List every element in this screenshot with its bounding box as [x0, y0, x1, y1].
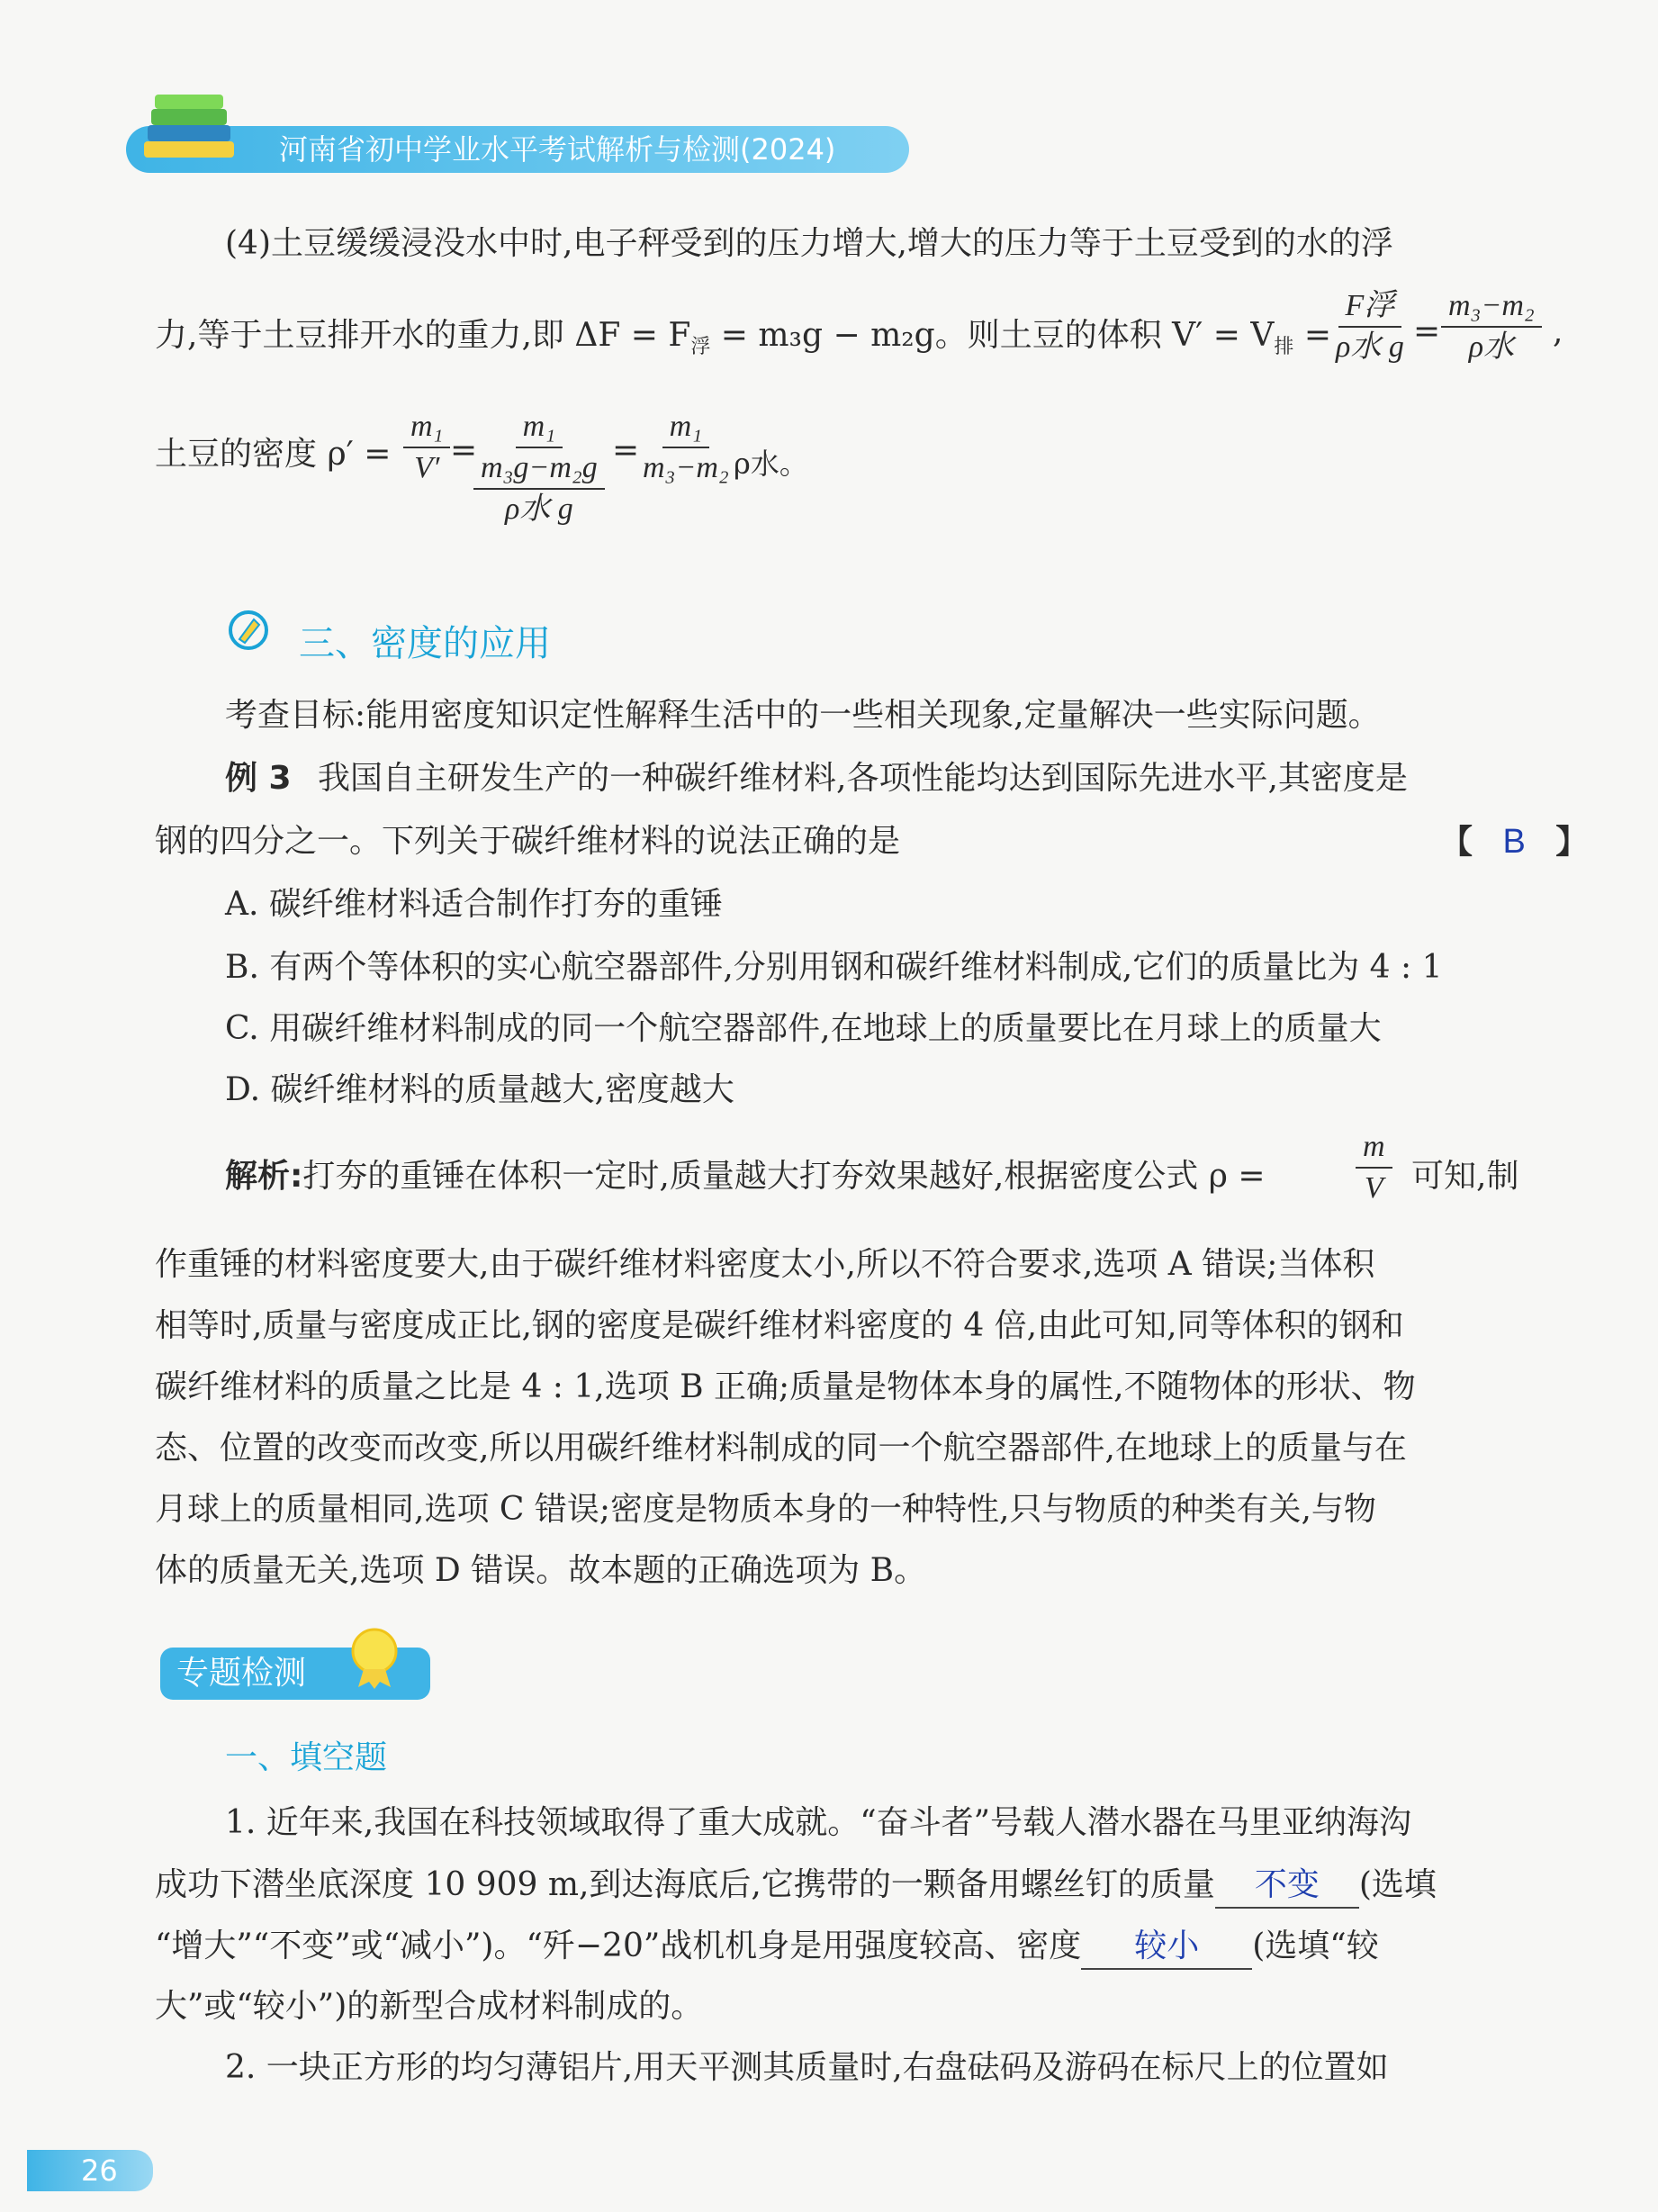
- density-fraction-3: $\frac{\text{m₁}}{\text{m₃−m₂}}$: [635, 407, 736, 488]
- eq-sign: =: [612, 432, 640, 469]
- option-c: C. 用碳纤维材料制成的同一个航空器部件,在地球上的质量要比在月球上的质量大: [225, 1010, 1382, 1047]
- density-fraction-1: $\frac{\text{m₁}}{V'}$: [403, 407, 450, 488]
- option-d: D. 碳纤维材料的质量越大,密度越大: [225, 1071, 734, 1108]
- analysis-line-4: 态、位置的改变而改变,所以用碳纤维材料制成的同一个航空器部件,在地球上的质量与在: [155, 1430, 1407, 1467]
- q1-answer-1: 不变: [1215, 1862, 1359, 1909]
- pencil-icon: [227, 609, 270, 655]
- analysis-first-end: 可知,制: [1411, 1158, 1519, 1195]
- analysis-line-5: 月球上的质量相同,选项 C 错误;密度是物质本身的一种特性,只与物质的种类有关,与物: [155, 1491, 1376, 1528]
- books-icon: [135, 86, 243, 167]
- test-banner-label: 专题检测: [176, 1655, 307, 1692]
- option-a: A. 碳纤维材料适合制作打夯的重锤: [225, 886, 723, 923]
- rho-formula: $\frac{m}{V}$: [1356, 1127, 1392, 1208]
- page-number: 26: [81, 2153, 118, 2188]
- volume-fraction-2: m₃−m₂ ρ水: [1441, 286, 1542, 367]
- header-title: 河南省初中学业水平考试解析与检测(2024): [279, 132, 836, 167]
- p4-line1: (4)土豆缓缓浸没水中时,电子秤受到的压力增大,增大的压力等于土豆受到的水的浮: [225, 225, 1393, 262]
- q1-line1: 1. 近年来,我国在科技领域取得了重大成就。“奋斗者”号载人潜水器在马里亚纳海沟: [225, 1804, 1412, 1841]
- p4-line3: 土豆的密度 ρ′ =: [155, 436, 392, 473]
- analysis-line-0: 解析:打夯的重锤在体积一定时,质量越大打夯效果越好,根据密度公式 ρ =: [225, 1158, 1266, 1195]
- example3-line2: 钢的四分之一。下列关于碳纤维材料的说法正确的是: [155, 823, 901, 860]
- analysis-line-1: 作重锤的材料密度要大,由于碳纤维材料密度太小,所以不符合要求,选项 A 错误;当体积: [155, 1246, 1375, 1283]
- q1-line3: “增大”“不变”或“减小”)。“歼−20”战机机身是用强度较高、密度 较小 (选填“较: [155, 1923, 1559, 1970]
- q1-line4: 大”或“较小”)的新型合成材料制成的。: [155, 1988, 704, 2025]
- section3-goal: 考查目标:能用密度知识定性解释生活中的一些相关现象,定量解决一些实际问题。: [225, 697, 1381, 734]
- analysis-line-6: 体的质量无关,选项 D 错误。故本题的正确选项为 B。: [155, 1552, 927, 1589]
- analysis-line-2: 相等时,质量与密度成正比,钢的密度是碳纤维材料密度的 4 倍,由此可知,同等体积的钢和: [155, 1307, 1404, 1344]
- p4-line2: 力,等于土豆排开水的重力,即 $\Delta F = F_浮 = m_3g - m_2g$。则土豆的体积 $V' = V_排$ =: [155, 317, 1331, 358]
- example-label: 例 3: [225, 760, 292, 797]
- example3-line1: 例 3 我国自主研发生产的一种碳纤维材料,各项性能均达到国际先进水平,其密度是: [225, 760, 1408, 797]
- volume-fraction-1: F浮 ρ水 g: [1329, 286, 1411, 367]
- q1-answer-2: 较小: [1081, 1923, 1252, 1970]
- option-b: B. 有两个等体积的实心航空器部件,分别用钢和碳纤维材料制成,它们的质量比为 4 : 1: [225, 949, 1443, 986]
- analysis-label: 解析:: [225, 1158, 303, 1195]
- section3-title: 三、密度的应用: [299, 623, 551, 664]
- density-fraction-2: m₁ m₃g−m₂g ρ水 g: [473, 407, 605, 529]
- answer-choice: B: [1502, 823, 1526, 861]
- comma: ,: [1553, 313, 1563, 350]
- medal-icon: [346, 1626, 403, 1693]
- q1-line2: 成功下潜坐底深度 10 909 m,到达海底后,它携带的一颗备用螺丝钉的质量 不变 (选填: [155, 1862, 1559, 1909]
- rho-water: ρ水。: [734, 447, 808, 481]
- analysis-line-3: 碳纤维材料的质量之比是 4 : 1,选项 B 正确;质量是物体本身的属性,不随物体的形状、物: [155, 1368, 1416, 1405]
- fill-in-title: 一、填空题: [225, 1739, 388, 1776]
- eq-sign: =: [450, 432, 478, 469]
- eq-sign: =: [1413, 313, 1441, 350]
- q2-line1: 2. 一块正方形的均匀薄铝片,用天平测其质量时,右盘砝码及游码在标尺上的位置如: [225, 2049, 1389, 2086]
- answer-bracket: 【 B 】: [1440, 823, 1589, 861]
